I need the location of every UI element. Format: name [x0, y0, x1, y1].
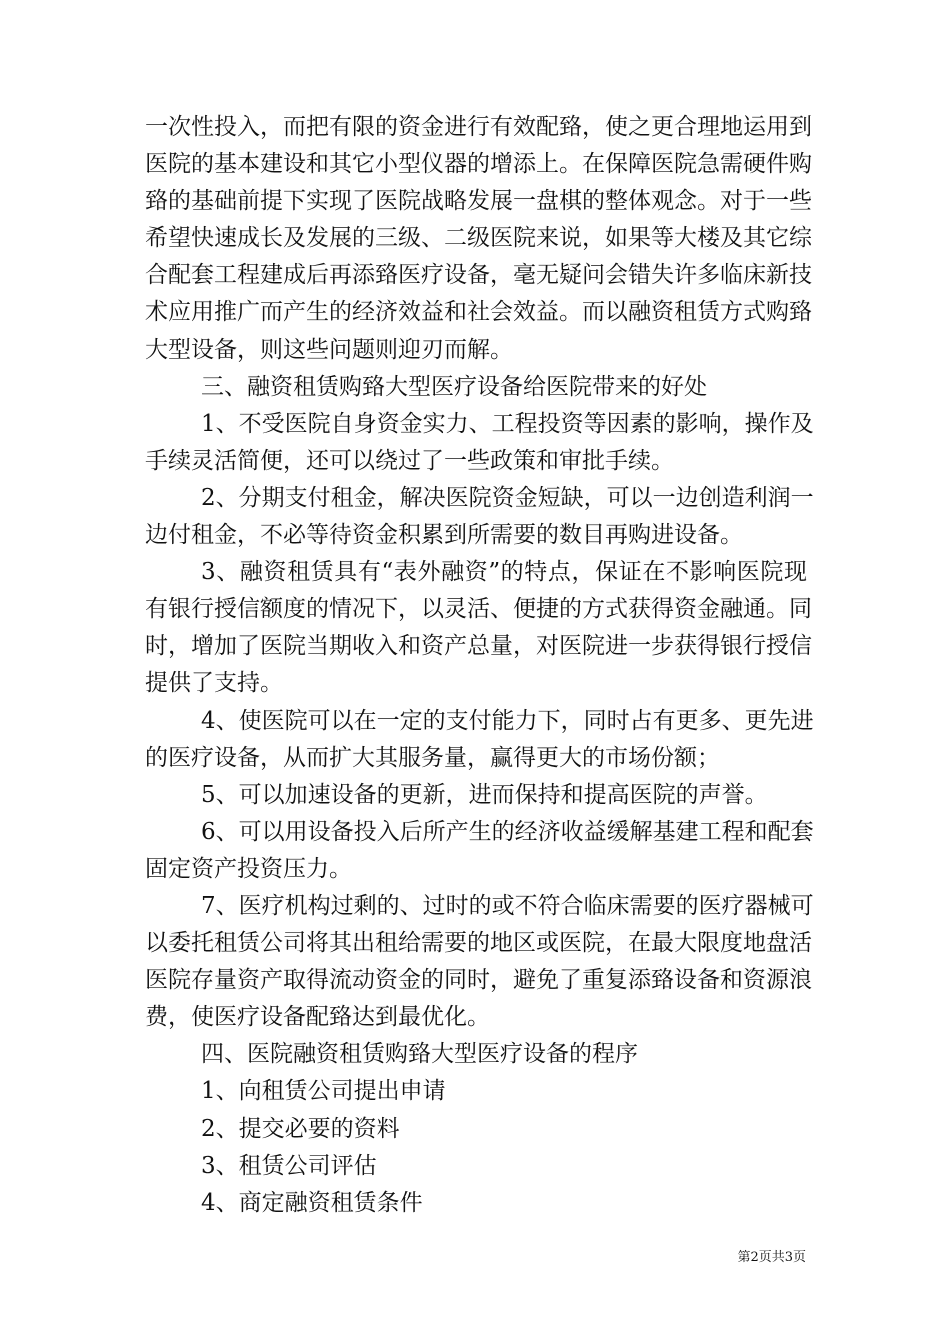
- text-line: 固定资产投资压力。: [145, 855, 352, 882]
- text-line: 术应用推广而产生的经济效益和社会效益。而以融资租赁方式购臵: [145, 299, 812, 326]
- paragraph: [145, 1111, 807, 1148]
- text-line: 希望快速成长及发展的三级、二级医院来说，如果等大楼及其它综: [145, 225, 812, 252]
- text-line: 4、商定融资租赁条件: [201, 1189, 423, 1216]
- text-line: 四、医院融资租赁购臵大型医疗设备的程序: [201, 1041, 638, 1068]
- text-line: 医院的基本建设和其它小型仪器的增添上。在保障医院急需硬件购: [145, 151, 812, 178]
- text-line: 1、向租赁公司提出申请: [201, 1078, 446, 1105]
- text-line: 4、使医院可以在一定的支付能力下，同时占有更多、更先进: [201, 707, 814, 734]
- text-line: 5、可以加速设备的更新，进而保持和提高医院的声誉。: [201, 781, 768, 808]
- text-line: 医院存量资产取得流动资金的同时，避免了重复添臵设备和资源浪: [145, 967, 812, 994]
- text-line: 3、融资租赁具有“表外融资”的特点，保证在不影响医院现: [201, 559, 807, 586]
- paragraph: [145, 554, 812, 702]
- paragraph: [145, 888, 814, 1036]
- paragraph: [145, 109, 812, 369]
- text-line: 合配套工程建成后再添臵医疗设备，毫无疑问会错失许多临床新技: [145, 262, 812, 289]
- text-line: 2、分期支付租金，解决医院资金短缺，可以一边创造利润一: [201, 484, 814, 511]
- text-line: 6、可以用设备投入后所产生的经济收益缓解基建工程和配套: [201, 818, 814, 845]
- text-line: 1、不受医院自身资金实力、工程投资等因素的影响，操作及: [201, 410, 814, 437]
- text-line: 臵的基础前提下实现了医院战略发展一盘棋的整体观念。对于一些: [145, 188, 812, 215]
- paragraph: [145, 703, 814, 777]
- text-line: 有银行授信额度的情况下，以灵活、便捷的方式获得资金融通。同: [145, 596, 812, 623]
- paragraph: [145, 1073, 807, 1110]
- paragraph: [145, 777, 807, 814]
- text-line: 7、医疗机构过剩的、过时的或不符合临床需要的医疗器械可: [201, 892, 814, 919]
- text-line: 3、租赁公司评估: [201, 1152, 377, 1179]
- text-line: 费，使医疗设备配臵达到最优化。: [145, 1004, 490, 1031]
- text-line: 的医疗设备，从而扩大其服务量，赢得更大的市场份额；: [145, 744, 720, 771]
- paragraph: [145, 1185, 807, 1222]
- text-line: 手续灵活简便，还可以绕过了一些政策和审批手续。: [145, 447, 674, 474]
- text-line: 提供了支持。: [145, 670, 283, 697]
- text-line: 三、融资租赁购臵大型医疗设备给医院带来的好处: [201, 373, 707, 400]
- text-line: 大型设备，则这些问题则迎刃而解。: [145, 336, 513, 363]
- text-line: 边付租金，不必等待资金积累到所需要的数目再购进设备。: [145, 522, 743, 549]
- text-line: 一次性投入，而把有限的资金进行有效配臵，使之更合理地运用到: [145, 114, 812, 140]
- paragraph: [145, 1148, 807, 1185]
- paragraph: [145, 480, 814, 554]
- paragraph: [145, 369, 807, 406]
- text-line: 时，增加了医院当期收入和资产总量，对医院进一步获得银行授信: [145, 633, 812, 660]
- paragraph: [145, 406, 814, 480]
- page-number: 第2页共3页: [737, 1250, 806, 1265]
- paragraph: [145, 814, 814, 888]
- text-line: 以委托租赁公司将其出租给需要的地区或医院，在最大限度地盘活: [145, 930, 812, 957]
- text-line: 2、提交必要的资料: [201, 1115, 400, 1142]
- paragraph: [145, 1036, 807, 1073]
- document-body: [145, 109, 814, 1222]
